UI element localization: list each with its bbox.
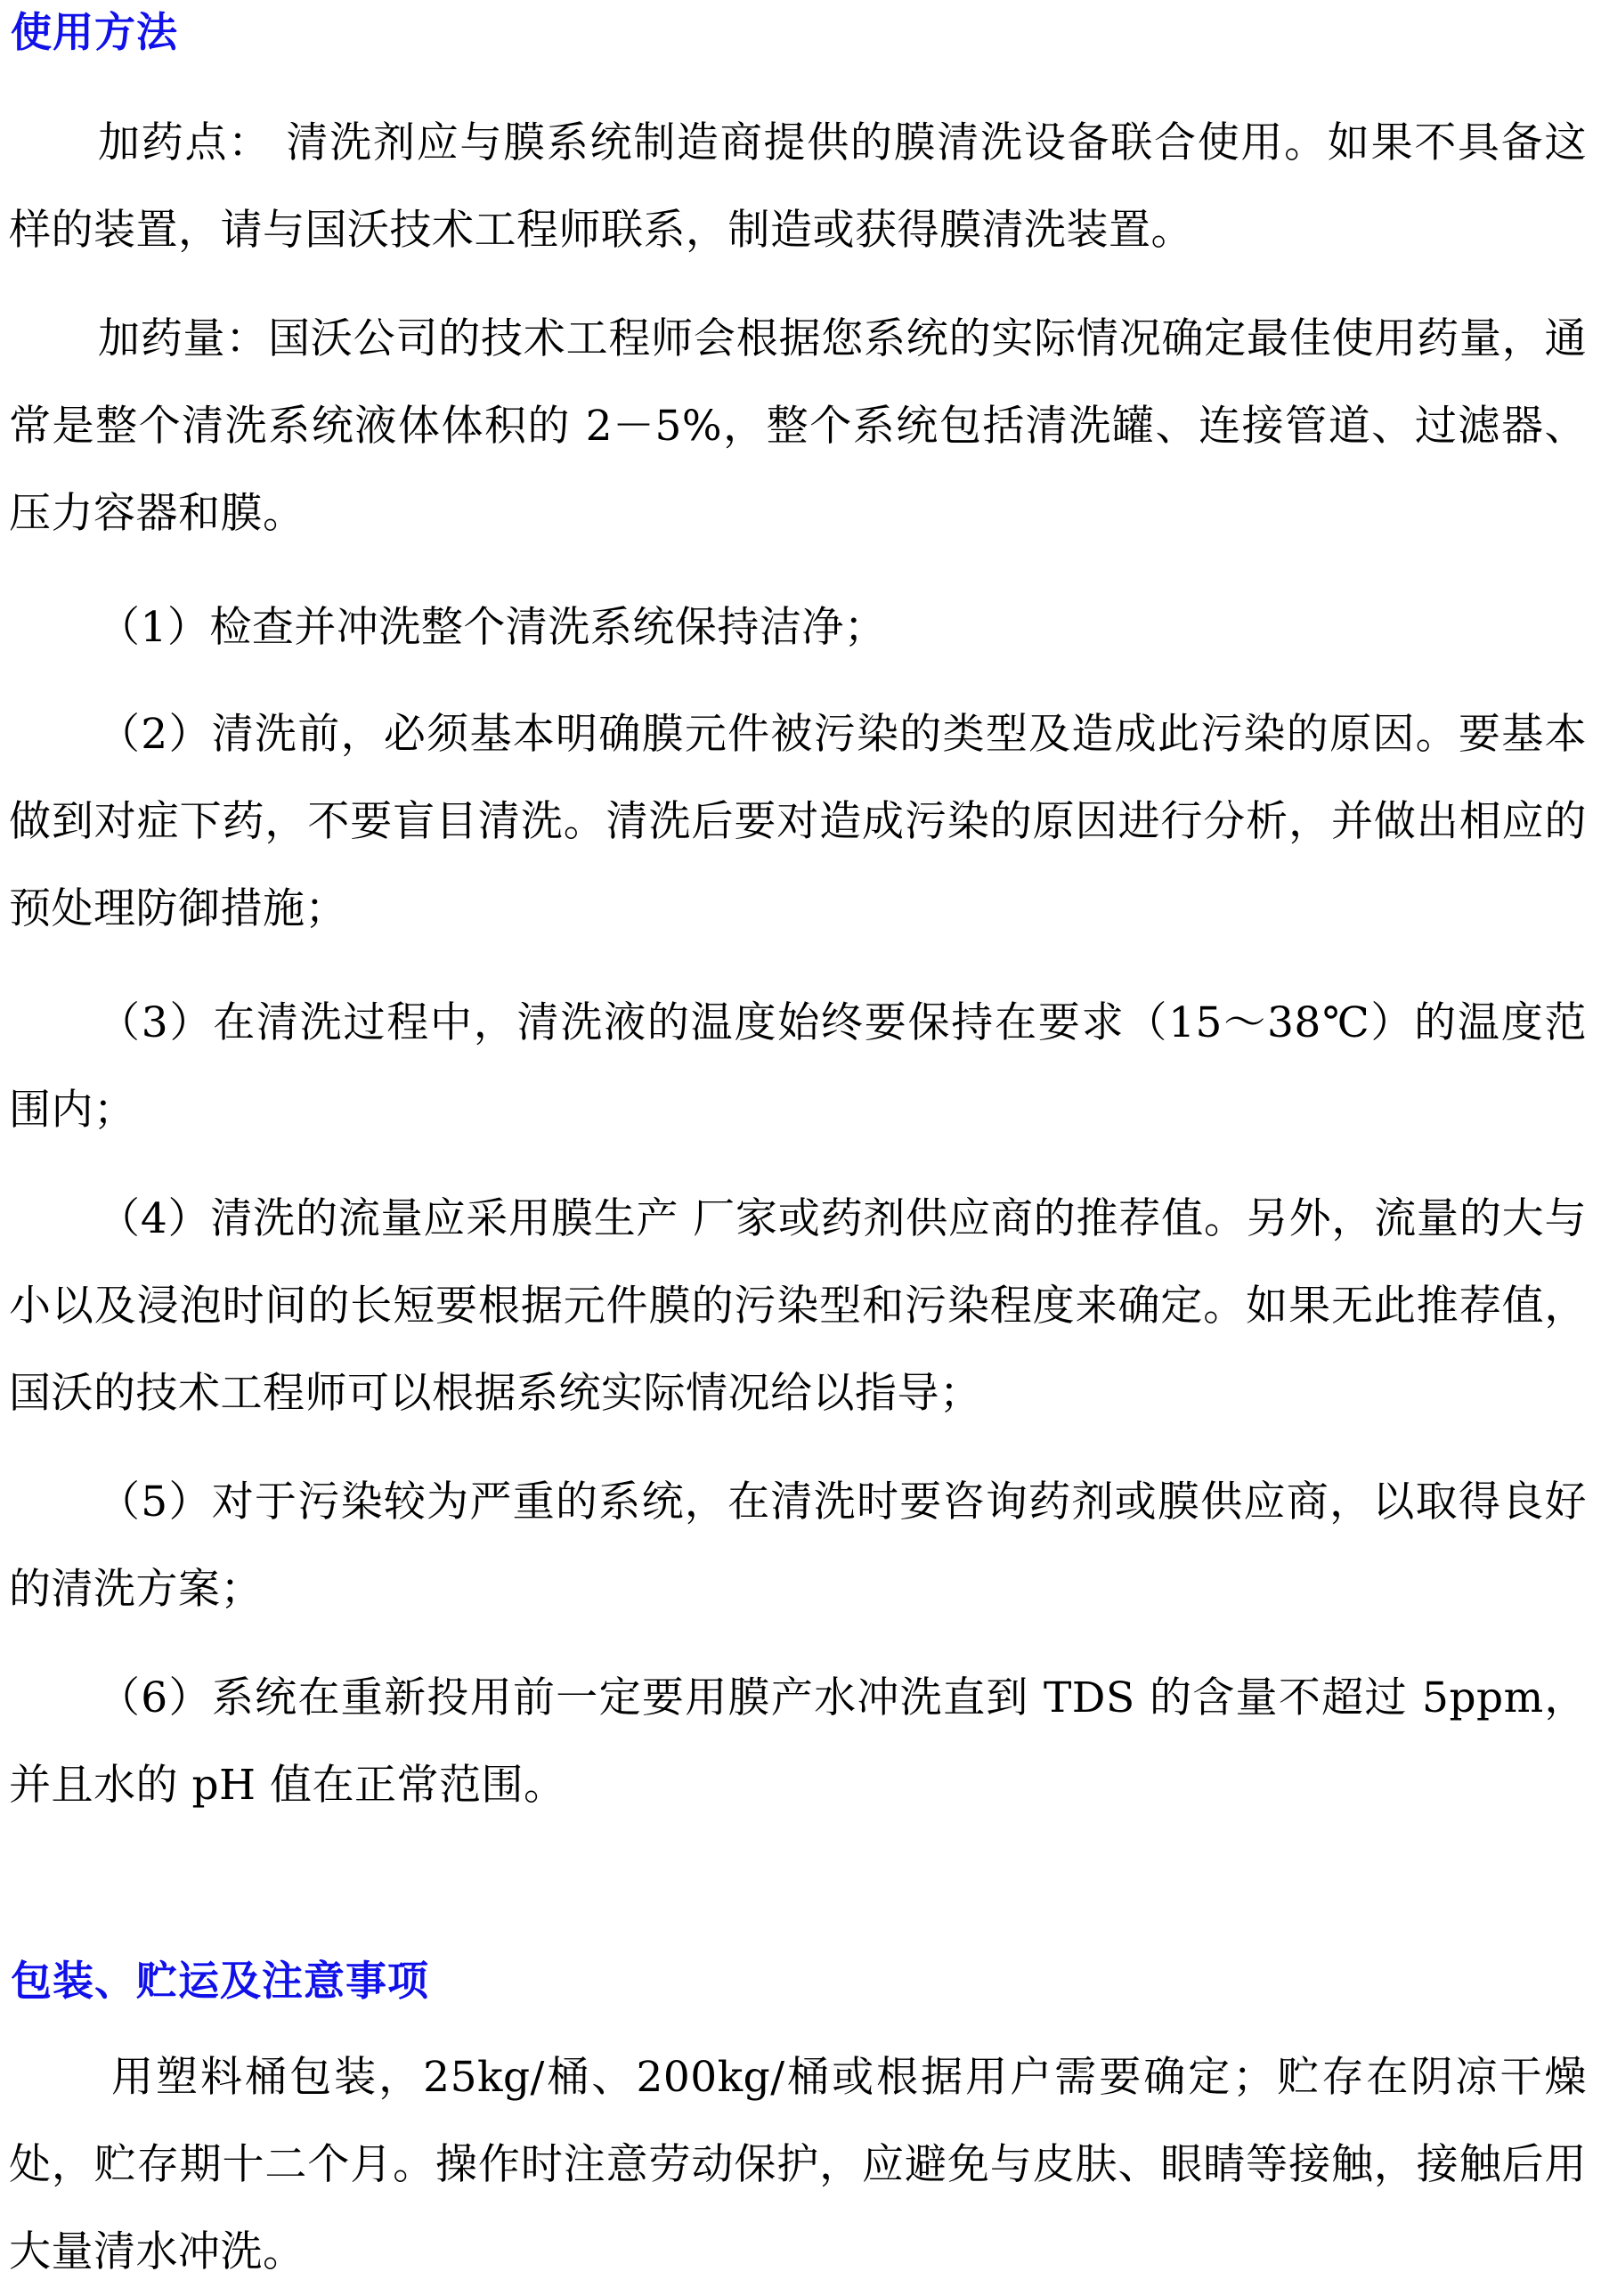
step-5: （5）对于污染较为严重的系统，在清洗时要咨询药剂或膜供应商，以取得良好的清洗方案； — [9, 1478, 1587, 1614]
paragraph-dosage: 加药量：国沃公司的技术工程师会根据您系统的实际情况确定最佳使用药量，通常是整个清洗系统液体体积的 2－5%，整个系统包括清洗罐、连接管道、过滤器、压力容器和膜。 — [9, 314, 1587, 538]
step-1: （1）检查并冲洗整个清洗系统保持洁净； — [98, 603, 887, 652]
section-heading-packaging: 包装、贮运及注意事项 — [11, 1957, 429, 2005]
step-4: （4）清洗的流量应采用膜生产 厂家或药剂供应商的推荐值。另外，流量的大与小以及浸泡时间的长短要根据元件膜的污染型和污染程度来确定。如果无此推荐值，国沃的技术工程师可以根据系统实际情况给以指导； — [9, 1194, 1587, 1418]
paragraph-dosing-point: 加药点： 清洗剂应与膜系统制造商提供的膜清洗设备联合使用。如果不具备这样的装置，请与国沃技术工程师联系，制造或获得膜清洗装置。 — [9, 118, 1587, 255]
paragraph-packaging: 用塑料桶包装，25kg/桶、200kg/桶或根据用户需要确定；贮存在阴凉干燥处，贮存期十二个月。操作时注意劳动保护，应避免与皮肤、眼睛等接触，接触后用大量清水冲洗。 — [9, 2053, 1587, 2276]
step-3: （3）在清洗过程中，清洗液的温度始终要保持在要求（15～38℃）的温度范围内； — [9, 998, 1587, 1135]
section-heading-usage: 使用方法 — [11, 8, 178, 56]
step-2: （2）清洗前，必须基本明确膜元件被污染的类型及造成此污染的原因。要基本做到对症下药，不要盲目清洗。清洗后要对造成污染的原因进行分析，并做出相应的预处理防御措施； — [9, 710, 1587, 933]
step-6: （6）系统在重新投用前一定要用膜产水冲洗直到 TDS 的含量不超过 5ppm，并且水的 pH 值在正常范围。 — [9, 1673, 1587, 1810]
